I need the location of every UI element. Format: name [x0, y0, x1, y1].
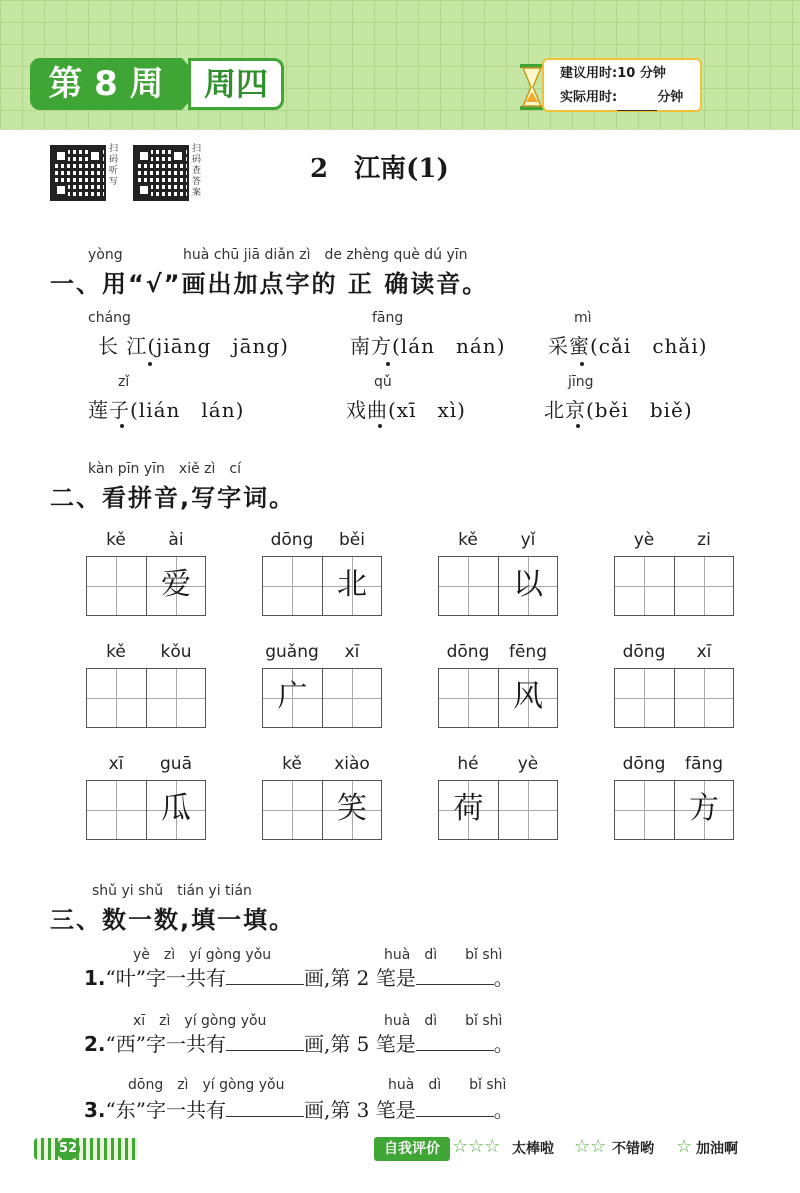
- grid-pinyin: xī: [344, 642, 360, 662]
- answer-blank[interactable]: [226, 966, 304, 985]
- rating-good: 不错哟: [612, 1141, 654, 1157]
- writing-cell[interactable]: [615, 669, 674, 727]
- qr-label-dictation: 扫码听写: [109, 144, 119, 187]
- tian-grid: [438, 668, 558, 728]
- question-pinyin: xī zì yí gòng yǒu: [133, 1013, 267, 1029]
- emphasis-dot: [378, 424, 382, 428]
- question-pinyin: huà dì bǐ shì: [384, 947, 503, 963]
- grid-pinyin: yè: [633, 530, 655, 550]
- writing-cell[interactable]: 爱: [146, 557, 205, 615]
- section1-pinyin: yòng huà chū jiā diǎn zì de zhèng què dú yīn: [88, 247, 468, 263]
- grid-pinyin: dōng: [622, 754, 666, 774]
- qr-code-icon[interactable]: [50, 145, 106, 201]
- time-box: [542, 58, 702, 112]
- writing-cell[interactable]: 荷: [439, 781, 498, 839]
- grid-pinyin: fāng: [685, 754, 723, 774]
- grid-pinyin: xī: [696, 642, 712, 662]
- writing-cell[interactable]: 广: [263, 669, 322, 727]
- writing-cell[interactable]: [498, 781, 557, 839]
- section2-title: 二、看拼音,写字词。: [50, 484, 296, 512]
- actual-time: 实际用时: 分钟: [560, 86, 700, 111]
- writing-cell[interactable]: [322, 669, 381, 727]
- grid-pinyin: ài: [168, 530, 184, 550]
- tian-grid: [614, 780, 734, 840]
- grid-pinyin: kě: [106, 530, 126, 550]
- writing-cell[interactable]: 风: [498, 669, 557, 727]
- writing-cell[interactable]: 北: [322, 557, 381, 615]
- writing-cell[interactable]: [146, 669, 205, 727]
- grid-pinyin: kě: [106, 642, 126, 662]
- emphasis-dot: [576, 424, 580, 428]
- tian-grid: [614, 556, 734, 616]
- actual-time-blank[interactable]: [617, 86, 657, 111]
- item-reading-choice[interactable]: 采蜜(cǎi chǎi): [548, 334, 708, 358]
- item-reading-choice[interactable]: 北京(běi biě): [544, 398, 693, 422]
- section1-title: 一、用“√”画出加点字的 正 确读音。: [50, 270, 489, 298]
- writing-cell[interactable]: [263, 557, 322, 615]
- tian-grid: [262, 668, 382, 728]
- tian-grid: [262, 780, 382, 840]
- star-icon[interactable]: ☆☆: [574, 1136, 607, 1157]
- section2-pinyin: kàn pīn yīn xiě zì cí: [88, 461, 241, 477]
- emphasis-dot: [580, 362, 584, 366]
- answer-blank[interactable]: [416, 1098, 494, 1117]
- suggested-time: 建议用时:10 分钟: [560, 66, 666, 81]
- writing-cell[interactable]: [615, 781, 674, 839]
- grid-pinyin: xiào: [334, 754, 370, 774]
- qr-label-answers: 扫码查答案: [192, 144, 202, 198]
- rating-great: 太棒啦: [512, 1141, 554, 1157]
- grid-pinyin: yè: [517, 754, 539, 774]
- grid-pinyin: zi: [697, 530, 711, 550]
- item-pinyin: qǔ: [374, 374, 392, 390]
- writing-cell[interactable]: [615, 557, 674, 615]
- writing-cell[interactable]: 以: [498, 557, 557, 615]
- answer-blank[interactable]: [416, 966, 494, 985]
- answer-blank[interactable]: [226, 1098, 304, 1117]
- tian-grid: [86, 556, 206, 616]
- item-reading-choice[interactable]: 戏曲(xī xì): [346, 398, 466, 422]
- item-reading-choice[interactable]: 南方(lán nán): [350, 334, 506, 358]
- question-pinyin: huà dì bǐ shì: [388, 1077, 507, 1093]
- day-label: 周四: [188, 58, 284, 110]
- qr-code-icon[interactable]: [133, 145, 189, 201]
- item-pinyin: fāng: [372, 310, 404, 326]
- section3-title: 三、数一数,填一填。: [50, 906, 296, 934]
- item-pinyin: mì: [574, 310, 592, 326]
- writing-cell[interactable]: [674, 669, 733, 727]
- item-reading-choice[interactable]: 莲子(lián lán): [88, 398, 245, 422]
- writing-cell[interactable]: 瓜: [146, 781, 205, 839]
- writing-cell[interactable]: [439, 557, 498, 615]
- grid-pinyin: kě: [282, 754, 302, 774]
- question-2: 2.“西”字一共有 画,第 5 笔是 。: [84, 1032, 514, 1056]
- grid-pinyin: fēng: [508, 642, 547, 662]
- tian-grid: [438, 780, 558, 840]
- grid-pinyin: dōng: [622, 642, 666, 662]
- self-eval-label: 自我评价: [374, 1137, 450, 1161]
- item-pinyin: zǐ: [118, 374, 130, 390]
- item-pinyin: cháng: [88, 310, 131, 326]
- writing-cell[interactable]: [439, 669, 498, 727]
- lesson-title: 2 江南(1): [310, 154, 449, 184]
- star-icon[interactable]: ☆: [676, 1136, 693, 1157]
- section3-pinyin: shǔ yi shǔ tián yi tián: [92, 883, 252, 899]
- grid-pinyin: dōng: [270, 530, 314, 550]
- writing-cell[interactable]: [674, 557, 733, 615]
- question-pinyin: huà dì bǐ shì: [384, 1013, 503, 1029]
- grid-pinyin: dōng: [446, 642, 490, 662]
- page-number: 52: [56, 1138, 80, 1160]
- emphasis-dot: [386, 362, 390, 366]
- grid-pinyin: guā: [160, 754, 192, 774]
- grid-pinyin: xī: [108, 754, 124, 774]
- emphasis-dot: [148, 362, 152, 366]
- tian-grid: [614, 668, 734, 728]
- writing-cell[interactable]: 方: [674, 781, 733, 839]
- star-icon[interactable]: ☆☆☆: [452, 1136, 501, 1157]
- writing-cell[interactable]: [87, 781, 146, 839]
- grid-pinyin: yǐ: [520, 530, 536, 550]
- question-pinyin: dōng zì yí gòng yǒu: [128, 1077, 285, 1093]
- tian-grid: [86, 668, 206, 728]
- item-pinyin: jīng: [568, 374, 594, 390]
- answer-blank[interactable]: [416, 1032, 494, 1051]
- week-label: 第 8 周: [30, 58, 182, 110]
- question-1: 1.“叶”字一共有 画,第 2 笔是 。: [84, 966, 514, 990]
- tian-grid: [86, 780, 206, 840]
- grid-pinyin: guǎng: [265, 642, 319, 662]
- question-pinyin: yè zì yí gòng yǒu: [133, 947, 272, 963]
- emphasis-dot: [120, 424, 124, 428]
- item-reading-choice[interactable]: 长 江(jiāng jāng): [98, 334, 289, 358]
- writing-cell[interactable]: 笑: [322, 781, 381, 839]
- grid-pinyin: běi: [339, 530, 365, 550]
- page-number-bar: [34, 1138, 138, 1160]
- writing-cell[interactable]: [263, 781, 322, 839]
- grid-pinyin: kě: [458, 530, 478, 550]
- tian-grid: [438, 556, 558, 616]
- question-3: 3.“东”字一共有 画,第 3 笔是 。: [84, 1098, 514, 1122]
- answer-blank[interactable]: [226, 1032, 304, 1051]
- grid-pinyin: hé: [457, 754, 479, 774]
- grid-pinyin: kǒu: [160, 642, 192, 662]
- writing-cell[interactable]: [87, 669, 146, 727]
- rating-keep-going: 加油啊: [696, 1141, 738, 1157]
- tian-grid: [262, 556, 382, 616]
- writing-cell[interactable]: [87, 557, 146, 615]
